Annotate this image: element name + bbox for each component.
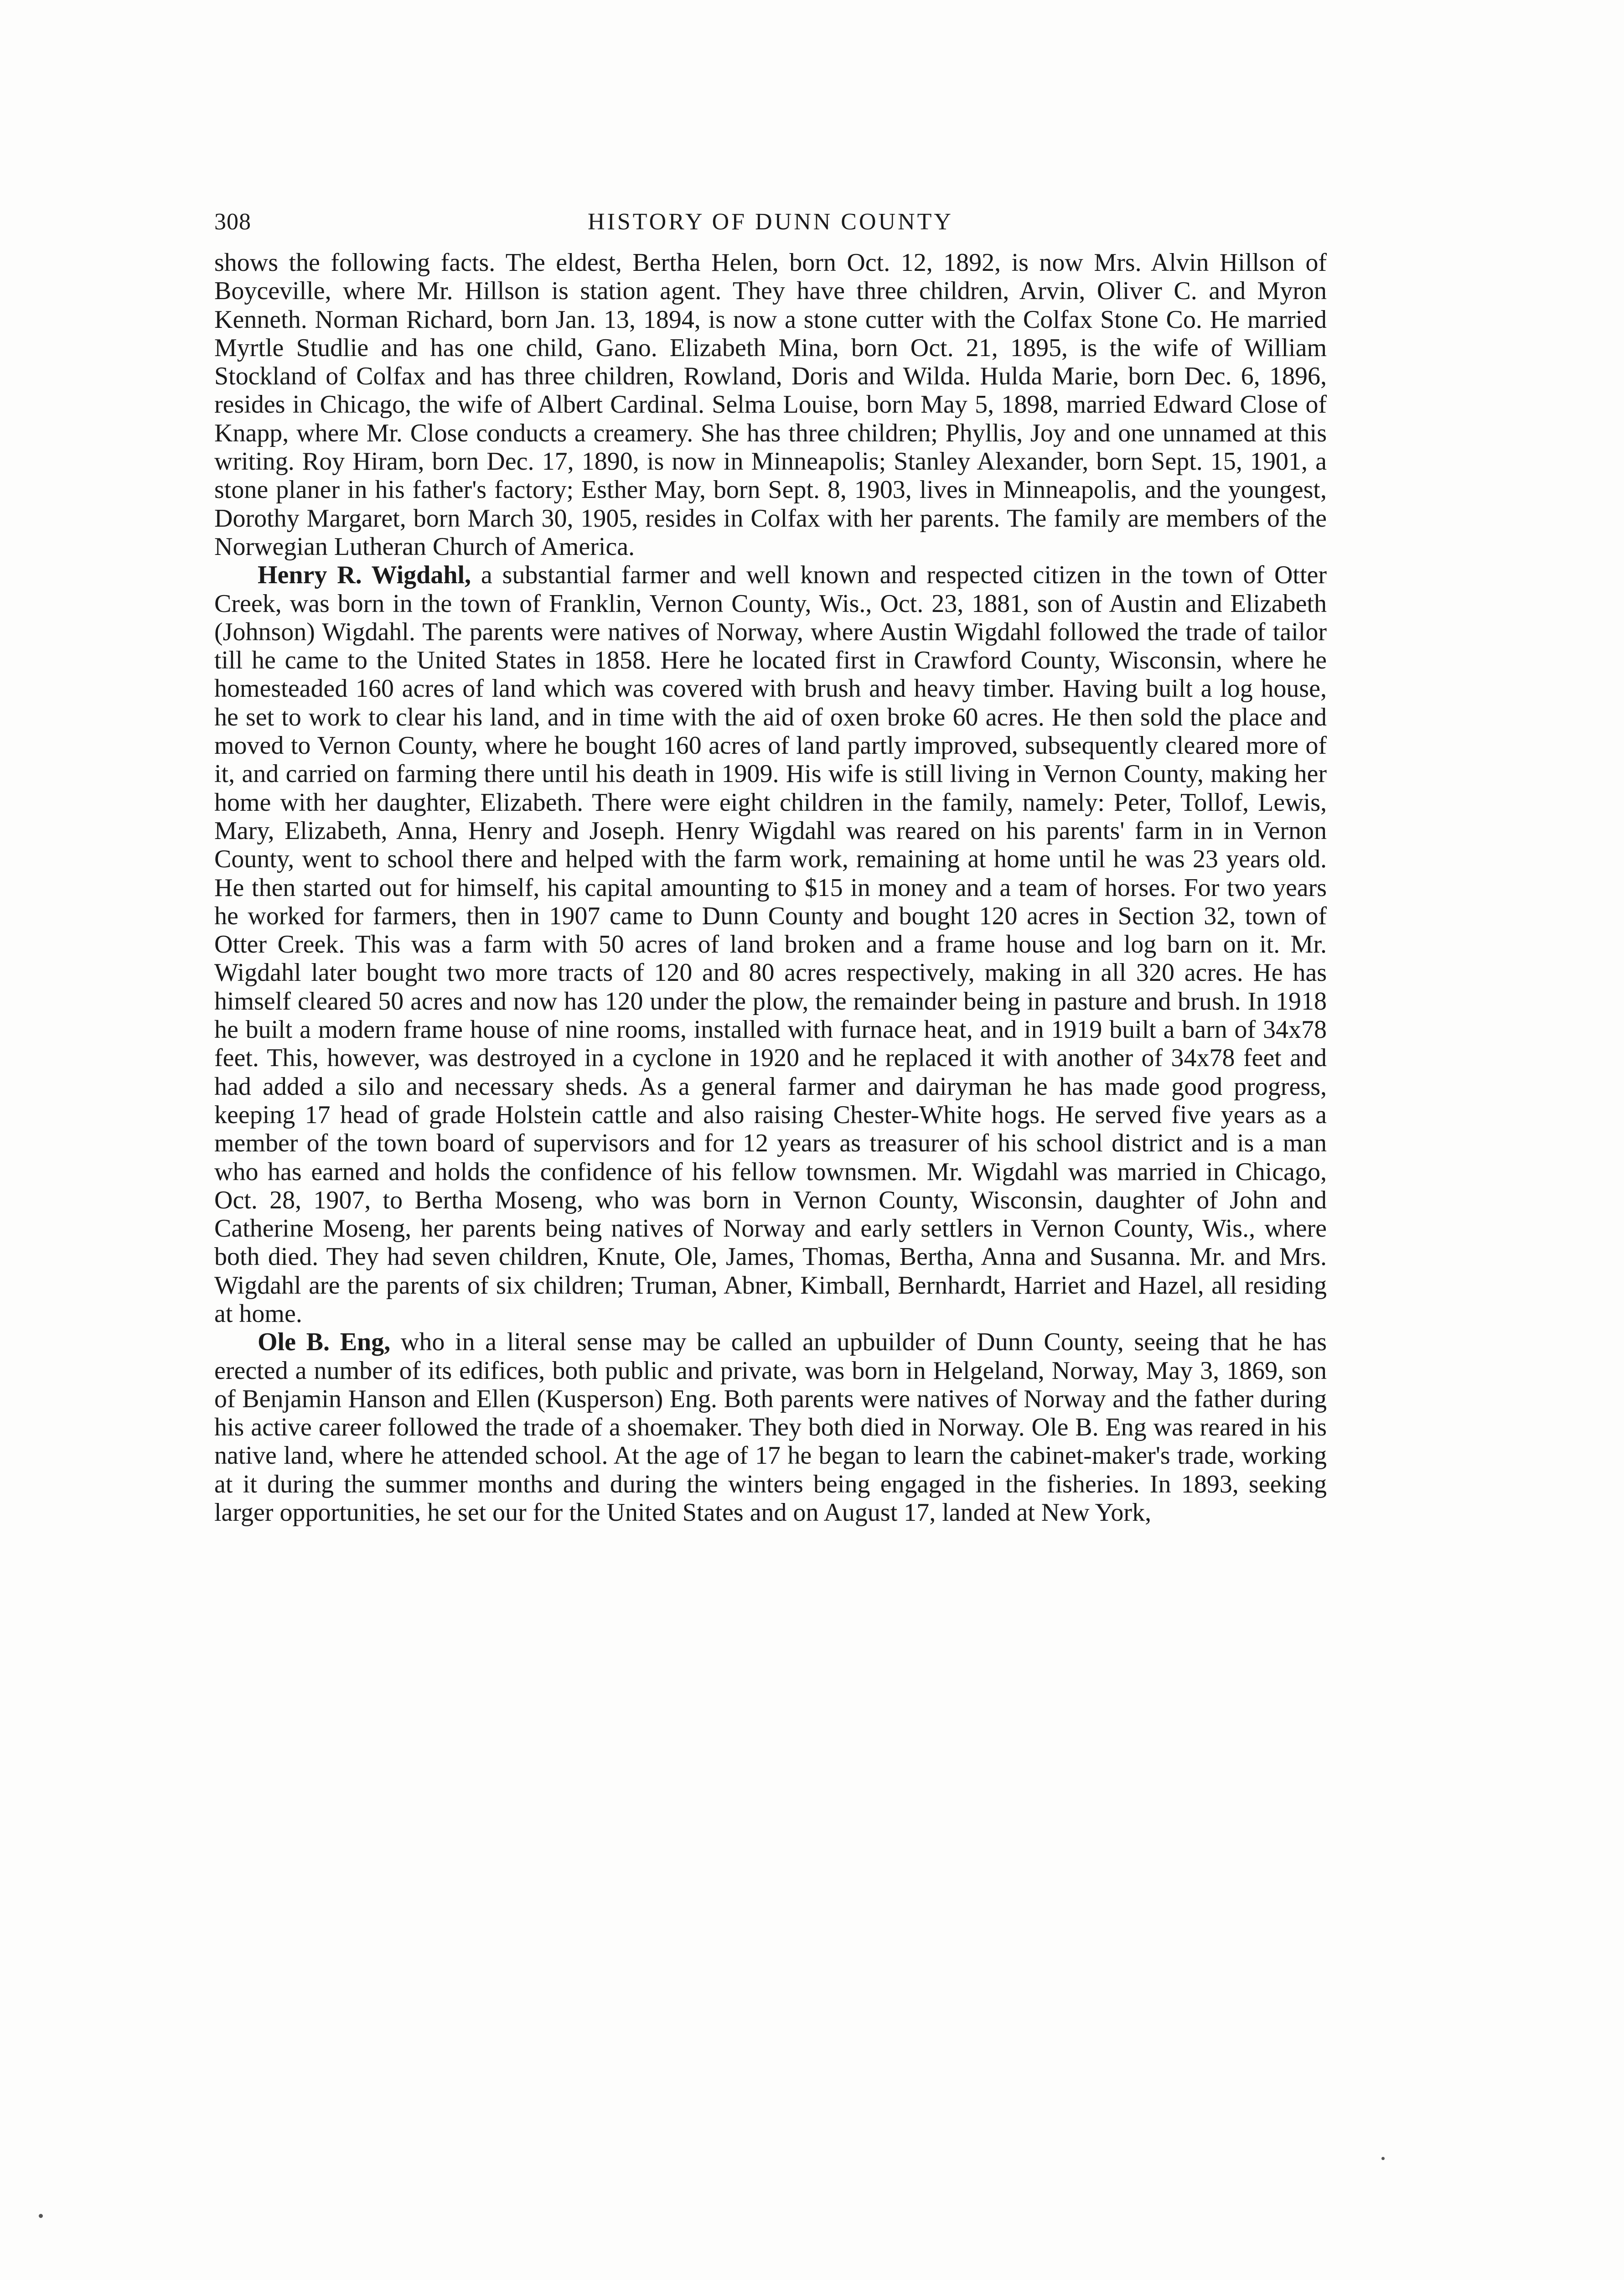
page-header [214,207,1327,249]
page-number: 308 [214,209,251,235]
biography-name-heading: Henry R. Wigdahl, [258,561,471,590]
text-body [214,249,1327,1527]
running-head: HISTORY OF DUNN COUNTY [588,209,953,235]
paragraph-ole-eng [214,1328,1327,1527]
paragraph-text: who in a literal sense may be called an upbuilder of Dunn County, seeing that he has erected a number of its edifices, both public and private, was born in Helgeland, Norway, May 3, 1869, son of Benjamin Hanson and Ellen (Kusperson) Eng. Both parents were natives of Norway and the father during his active career followed the trade of a shoemaker. They both died in Norway. Ole B. Eng was reared in his native land, where he attended school. At the age of 17 he began to learn the cabinet-maker's trade, working at it during the summer months and during the winters being engaged in the fisheries. In 1893, seeking larger opportunities, he set our for the United States and on August 17, landed at New York, [214,1328,1327,1527]
scan-speck [1381,2157,1385,2160]
paragraph-henry-wigdahl [214,561,1327,1328]
paragraph-text: shows the following facts. The eldest, Bertha Helen, born Oct. 12, 1892, is now Mrs. Alvin Hillson of Boyceville, where Mr. Hillson is station agent. They have three children, Arvin, Oliver C. and Myron Kenneth. Norman Richard, born Jan. 13, 1894, is now a stone cutter with the Colfax Stone Co. He married Myrtle Studlie and has one child, Gano. Elizabeth Mina, born Oct. 21, 1895, is the wife of William Stockland of Colfax and has three children, Rowland, Doris and Wilda. Hulda Marie, born Dec. 6, 1896, resides in Chicago, the wife of Albert Cardinal. Selma Louise, born May 5, 1898, married Edward Close of Knapp, where Mr. Close conducts a creamery. She has three children; Phyllis, Joy and one unnamed at this writing. Roy Hiram, born Dec. 17, 1890, is now in Minneapolis; Stanley Alexander, born Sept. 15, 1901, a stone planer in his father's factory; Esther May, born Sept. 8, 1903, lives in Minneapolis, and the youngest, Dorothy Margaret, born March 30, 1905, resides in Colfax with her parents. The family are members of the Norwegian Lutheran Church of America. [214,249,1327,561]
biography-name-heading: Ole B. Eng, [258,1328,391,1357]
paragraph-continuation [214,249,1327,561]
paragraph-text: a substantial farmer and well known and respected citizen in the town of Otter Creek, was born in the town of Franklin, Vernon County, Wis., Oct. 23, 1881, son of Austin and Elizabeth (Johnson) Wigdahl. The parents were natives of Norway, where Austin Wigdahl followed the trade of tailor till he came to the United States in 1858. Here he located first in Crawford County, Wisconsin, where he homesteaded 160 acres of land which was covered with brush and heavy timber. Having built a log house, he set to work to clear his land, and in time with the aid of oxen broke 60 acres. He then sold the place and moved to Vernon County, where he bought 160 acres of land partly improved, subsequently cleared more of it, and carried on farming there until his death in 1909. His wife is still living in Vernon County, making her home with her daughter, Elizabeth. There were eight children in the family, namely: Peter, Tollof, Lewis, Mary, Elizabeth, Anna, Henry and Joseph. Henry Wigdahl was reared on his parents' farm in in Vernon County, went to school there and helped with the farm work, remaining at home until he was 23 years old. He then started out for himself, his capital amounting to $15 in money and a team of horses. For two years he worked for farmers, then in 1907 came to Dunn County and bought 120 acres in Section 32, town of Otter Creek. This was a farm with 50 acres of land broken and a frame house and log barn on it. Mr. Wigdahl later bought two more tracts of 120 and 80 acres respectively, making in all 320 acres. He has himself cleared 50 acres and now has 120 under the plow, the remainder being in pasture and brush. In 1918 he built a modern frame house of nine rooms, installed with furnace heat, and in 1919 built a barn of 34x78 feet. This, however, was destroyed in a cyclone in 1920 and he replaced it with another of 34x78 feet and had added a silo and necessary sheds. As a general farmer and dairyman he has made good progress, keeping 17 head of grade Holstein cattle and also raising Chester-White hogs. He served five years as a member of the town board of supervisors and for 12 years as treasurer of his school district and is a man who has earned and holds the confidence of his fellow townsmen. Mr. Wigdahl was married in Chicago, Oct. 28, 1907, to Bertha Moseng, who was born in Vernon County, Wisconsin, daughter of John and Catherine Moseng, her parents being natives of Norway and early settlers in Vernon County, Wis., where both died. They had seven children, Knute, Ole, James, Thomas, Bertha, Anna and Susanna. Mr. and Mrs. Wigdahl are the parents of six children; Truman, Abner, Kimball, Bernhardt, Harriet and Hazel, all residing at home. [214,561,1327,1328]
scan-speck [39,2214,43,2218]
